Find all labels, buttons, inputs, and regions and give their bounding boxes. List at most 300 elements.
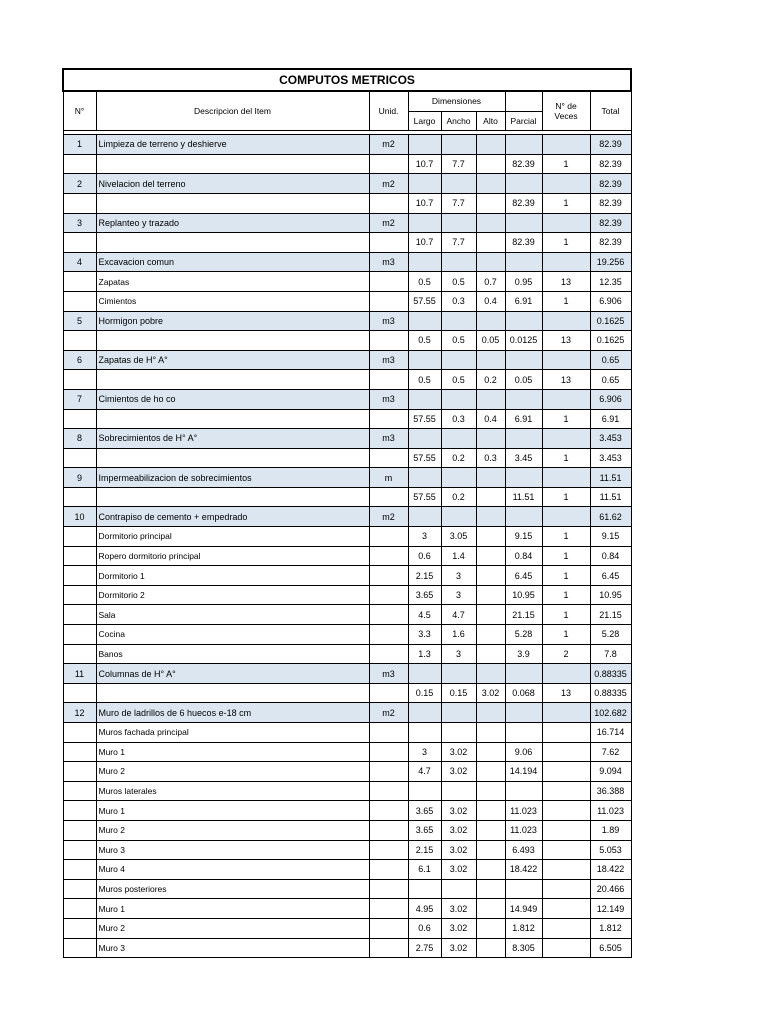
cell-parcial: 6.91 xyxy=(505,291,542,311)
cell-unit xyxy=(369,154,408,174)
cell-parcial: 3.9 xyxy=(505,644,542,664)
cell-description xyxy=(96,409,369,429)
cell-ancho: 3.02 xyxy=(441,742,476,762)
detail-row xyxy=(63,291,631,311)
cell-num: 9 xyxy=(63,468,96,488)
cell-total: 1.812 xyxy=(590,918,631,938)
cell-veces: 1 xyxy=(542,546,590,566)
header-dimensiones: Dimensiones xyxy=(408,91,505,111)
cell-veces xyxy=(542,213,590,233)
cell-description xyxy=(96,370,369,390)
cell-num: 10 xyxy=(63,507,96,527)
cell-alto xyxy=(476,546,505,566)
cell-ancho: 3 xyxy=(441,644,476,664)
cell-largo: 57.55 xyxy=(408,487,441,507)
cell-ancho xyxy=(441,350,476,370)
cell-num xyxy=(63,644,96,664)
cell-alto xyxy=(476,899,505,919)
cell-unit xyxy=(369,801,408,821)
cell-parcial: 14.194 xyxy=(505,762,542,782)
cell-parcial: 0.95 xyxy=(505,272,542,292)
cell-num xyxy=(63,742,96,762)
cell-largo: 0.15 xyxy=(408,683,441,703)
cell-largo: 57.55 xyxy=(408,409,441,429)
cell-veces: 13 xyxy=(542,331,590,351)
cell-total: 0.1625 xyxy=(590,311,631,331)
detail-row xyxy=(63,644,631,664)
cell-total: 5.28 xyxy=(590,625,631,645)
detail-row xyxy=(63,801,631,821)
cell-total: 0.1625 xyxy=(590,331,631,351)
cell-total: 1.89 xyxy=(590,820,631,840)
item-row xyxy=(63,350,631,370)
detail-row xyxy=(63,585,631,605)
cell-veces: 1 xyxy=(542,527,590,547)
cell-num xyxy=(63,527,96,547)
cell-alto: 0.2 xyxy=(476,370,505,390)
cell-unit xyxy=(369,585,408,605)
cell-parcial xyxy=(505,723,542,743)
cell-num xyxy=(63,801,96,821)
table-title: COMPUTOS METRICOS xyxy=(63,69,631,91)
cell-num: 7 xyxy=(63,389,96,409)
cell-total: 11.51 xyxy=(590,487,631,507)
cell-largo: 3 xyxy=(408,742,441,762)
item-row xyxy=(63,135,631,155)
cell-num xyxy=(63,448,96,468)
cell-alto: 0.3 xyxy=(476,448,505,468)
cell-description: Impermeabilizacion de sobrecimientos xyxy=(96,468,369,488)
cell-largo xyxy=(408,311,441,331)
cell-ancho: 3.02 xyxy=(441,938,476,958)
cell-total: 12.149 xyxy=(590,899,631,919)
detail-row xyxy=(63,781,631,801)
cell-ancho: 0.3 xyxy=(441,291,476,311)
cell-unit xyxy=(369,448,408,468)
cell-alto xyxy=(476,820,505,840)
cell-unit xyxy=(369,781,408,801)
cell-num xyxy=(63,291,96,311)
cell-total: 7.62 xyxy=(590,742,631,762)
cell-veces: 1 xyxy=(542,625,590,645)
cell-total: 21.15 xyxy=(590,605,631,625)
cell-parcial: 11.023 xyxy=(505,801,542,821)
cell-veces xyxy=(542,389,590,409)
detail-row xyxy=(63,154,631,174)
cell-ancho: 3.02 xyxy=(441,899,476,919)
cell-description: Columnas de H° A° xyxy=(96,664,369,684)
cell-largo: 2.15 xyxy=(408,566,441,586)
cell-veces xyxy=(542,468,590,488)
cell-description: Cimientos de ho co xyxy=(96,389,369,409)
cell-total: 19.256 xyxy=(590,252,631,272)
cell-num xyxy=(63,585,96,605)
cell-total: 61.62 xyxy=(590,507,631,527)
cell-ancho: 3.02 xyxy=(441,762,476,782)
cell-alto xyxy=(476,860,505,880)
cell-unit xyxy=(369,487,408,507)
cell-num xyxy=(63,487,96,507)
cell-unit: m3 xyxy=(369,350,408,370)
cell-largo: 3.65 xyxy=(408,801,441,821)
detail-row xyxy=(63,605,631,625)
cell-total: 0.84 xyxy=(590,546,631,566)
item-row xyxy=(63,174,631,194)
cell-unit xyxy=(369,840,408,860)
cell-largo: 57.55 xyxy=(408,291,441,311)
cell-num xyxy=(63,723,96,743)
cell-unit xyxy=(369,546,408,566)
cell-total: 82.39 xyxy=(590,193,631,213)
cell-unit xyxy=(369,938,408,958)
cell-parcial: 82.39 xyxy=(505,193,542,213)
cell-alto xyxy=(476,585,505,605)
cell-unit xyxy=(369,233,408,253)
cell-veces: 1 xyxy=(542,291,590,311)
cell-description: Cocina xyxy=(96,625,369,645)
cell-largo: 10.7 xyxy=(408,233,441,253)
item-row xyxy=(63,252,631,272)
cell-unit: m2 xyxy=(369,174,408,194)
cell-unit xyxy=(369,291,408,311)
cell-parcial: 0.84 xyxy=(505,546,542,566)
cell-ancho xyxy=(441,389,476,409)
cell-largo: 3.3 xyxy=(408,625,441,645)
cell-unit xyxy=(369,860,408,880)
cell-ancho xyxy=(441,879,476,899)
cell-ancho xyxy=(441,664,476,684)
cell-parcial: 10.95 xyxy=(505,585,542,605)
cell-largo xyxy=(408,507,441,527)
cell-largo xyxy=(408,723,441,743)
cell-ancho: 0.5 xyxy=(441,370,476,390)
cell-largo: 0.5 xyxy=(408,331,441,351)
cell-num: 3 xyxy=(63,213,96,233)
cell-num xyxy=(63,331,96,351)
cell-unit xyxy=(369,820,408,840)
cell-total: 6.505 xyxy=(590,938,631,958)
cell-unit: m2 xyxy=(369,507,408,527)
cell-total: 36.388 xyxy=(590,781,631,801)
cell-total: 18.422 xyxy=(590,860,631,880)
item-row xyxy=(63,468,631,488)
cell-alto xyxy=(476,311,505,331)
detail-row xyxy=(63,448,631,468)
cell-ancho: 7.7 xyxy=(441,193,476,213)
cell-ancho xyxy=(441,135,476,155)
detail-row xyxy=(63,860,631,880)
cell-parcial xyxy=(505,174,542,194)
cell-num xyxy=(63,899,96,919)
cell-ancho xyxy=(441,468,476,488)
cell-veces: 13 xyxy=(542,683,590,703)
cell-veces xyxy=(542,918,590,938)
cell-alto xyxy=(476,527,505,547)
cell-ancho: 0.3 xyxy=(441,409,476,429)
cell-ancho: 0.5 xyxy=(441,272,476,292)
detail-row xyxy=(63,762,631,782)
cell-largo: 2.15 xyxy=(408,840,441,860)
detail-row xyxy=(63,879,631,899)
cell-alto xyxy=(476,742,505,762)
cell-unit xyxy=(369,272,408,292)
cell-largo: 3.65 xyxy=(408,820,441,840)
cell-alto: 0.05 xyxy=(476,331,505,351)
cell-description: Muro 2 xyxy=(96,918,369,938)
cell-description: Muro 1 xyxy=(96,742,369,762)
cell-parcial xyxy=(505,311,542,331)
detail-row xyxy=(63,527,631,547)
cell-unit: m3 xyxy=(369,389,408,409)
cell-num xyxy=(63,860,96,880)
cell-total: 6.906 xyxy=(590,389,631,409)
detail-row xyxy=(63,409,631,429)
cell-alto xyxy=(476,938,505,958)
cell-largo: 4.95 xyxy=(408,899,441,919)
cell-total: 0.65 xyxy=(590,370,631,390)
cell-ancho: 3.05 xyxy=(441,527,476,547)
cell-veces: 1 xyxy=(542,566,590,586)
cell-veces xyxy=(542,135,590,155)
cell-alto xyxy=(476,566,505,586)
cell-parcial: 8.305 xyxy=(505,938,542,958)
cell-description: Hormigon pobre xyxy=(96,311,369,331)
cell-largo: 10.7 xyxy=(408,154,441,174)
cell-parcial xyxy=(505,213,542,233)
cell-alto xyxy=(476,429,505,449)
cell-largo: 4.5 xyxy=(408,605,441,625)
item-row xyxy=(63,507,631,527)
cell-largo: 0.5 xyxy=(408,272,441,292)
cell-largo xyxy=(408,350,441,370)
cell-largo xyxy=(408,468,441,488)
cell-ancho: 0.2 xyxy=(441,448,476,468)
cell-unit: m2 xyxy=(369,213,408,233)
cell-unit xyxy=(369,605,408,625)
cell-parcial: 11.023 xyxy=(505,820,542,840)
cell-description: Muro 1 xyxy=(96,899,369,919)
cell-num xyxy=(63,154,96,174)
item-row xyxy=(63,213,631,233)
cell-alto xyxy=(476,350,505,370)
cell-parcial: 18.422 xyxy=(505,860,542,880)
cell-total: 82.39 xyxy=(590,213,631,233)
cell-ancho: 7.7 xyxy=(441,233,476,253)
cell-parcial xyxy=(505,135,542,155)
detail-row xyxy=(63,566,631,586)
detail-row xyxy=(63,546,631,566)
header-num: N° xyxy=(63,91,96,131)
cell-alto xyxy=(476,625,505,645)
cell-total: 12.35 xyxy=(590,272,631,292)
cell-description xyxy=(96,487,369,507)
cell-description: Replanteo y trazado xyxy=(96,213,369,233)
cell-num xyxy=(63,566,96,586)
cell-ancho: 3.02 xyxy=(441,820,476,840)
cell-total: 16.714 xyxy=(590,723,631,743)
cell-description xyxy=(96,448,369,468)
cell-num xyxy=(63,879,96,899)
cell-alto xyxy=(476,664,505,684)
cell-description: Muro 2 xyxy=(96,820,369,840)
cell-num xyxy=(63,625,96,645)
cell-alto xyxy=(476,781,505,801)
cell-parcial xyxy=(505,664,542,684)
cell-total: 82.39 xyxy=(590,154,631,174)
cell-ancho xyxy=(441,252,476,272)
cell-unit: m3 xyxy=(369,429,408,449)
cell-num xyxy=(63,938,96,958)
header-desc: Descripcion del Item xyxy=(96,91,369,131)
cell-ancho: 3.02 xyxy=(441,801,476,821)
cell-alto xyxy=(476,644,505,664)
cell-veces xyxy=(542,860,590,880)
cell-unit xyxy=(369,625,408,645)
cell-veces: 1 xyxy=(542,487,590,507)
cell-veces xyxy=(542,762,590,782)
cell-description: Muro 2 xyxy=(96,762,369,782)
cell-description: Muros fachada principal xyxy=(96,723,369,743)
cell-veces xyxy=(542,801,590,821)
detail-row xyxy=(63,723,631,743)
cell-unit xyxy=(369,899,408,919)
cell-description xyxy=(96,193,369,213)
cell-alto xyxy=(476,193,505,213)
cell-largo: 1.3 xyxy=(408,644,441,664)
cell-veces xyxy=(542,252,590,272)
cell-parcial: 6.493 xyxy=(505,840,542,860)
cell-parcial: 82.39 xyxy=(505,154,542,174)
cell-alto: 3.02 xyxy=(476,683,505,703)
cell-veces xyxy=(542,723,590,743)
cell-ancho xyxy=(441,507,476,527)
cell-description xyxy=(96,683,369,703)
cell-veces: 1 xyxy=(542,585,590,605)
cell-num xyxy=(63,409,96,429)
cell-veces xyxy=(542,781,590,801)
header-veces: N° de Veces xyxy=(542,91,590,131)
cell-alto xyxy=(476,174,505,194)
cell-alto xyxy=(476,233,505,253)
cell-parcial: 0.05 xyxy=(505,370,542,390)
cell-num: 1 xyxy=(63,135,96,155)
cell-ancho: 3 xyxy=(441,566,476,586)
cell-description: Muro 3 xyxy=(96,938,369,958)
detail-row xyxy=(63,683,631,703)
cell-alto xyxy=(476,840,505,860)
cell-description: Muro 4 xyxy=(96,860,369,880)
cell-num xyxy=(63,918,96,938)
cell-alto xyxy=(476,918,505,938)
cell-parcial: 11.51 xyxy=(505,487,542,507)
cell-alto: 0.4 xyxy=(476,409,505,429)
cell-veces: 1 xyxy=(542,409,590,429)
detail-row xyxy=(63,918,631,938)
detail-row xyxy=(63,742,631,762)
cell-veces xyxy=(542,703,590,723)
cell-alto xyxy=(476,507,505,527)
cell-largo: 0.6 xyxy=(408,546,441,566)
cell-num xyxy=(63,840,96,860)
cell-veces xyxy=(542,429,590,449)
cell-parcial xyxy=(505,703,542,723)
cell-veces: 1 xyxy=(542,448,590,468)
cell-description: Muros posteriores xyxy=(96,879,369,899)
cell-veces xyxy=(542,507,590,527)
header-parcial: Parcial xyxy=(505,111,542,131)
cell-num xyxy=(63,762,96,782)
cell-largo xyxy=(408,389,441,409)
cell-ancho: 1.6 xyxy=(441,625,476,645)
cell-alto xyxy=(476,879,505,899)
cell-description: Limpieza de terreno y deshierve xyxy=(96,135,369,155)
cell-total: 7.8 xyxy=(590,644,631,664)
cell-total: 3.453 xyxy=(590,429,631,449)
cell-description: Dormitorio 2 xyxy=(96,585,369,605)
header-unit: Unid. xyxy=(369,91,408,131)
cell-description: Dormitorio principal xyxy=(96,527,369,547)
item-row xyxy=(63,311,631,331)
cell-description: Excavacion comun xyxy=(96,252,369,272)
cell-largo xyxy=(408,213,441,233)
cell-parcial xyxy=(505,879,542,899)
cell-description: Banos xyxy=(96,644,369,664)
cell-veces: 13 xyxy=(542,272,590,292)
detail-row xyxy=(63,938,631,958)
cell-unit xyxy=(369,918,408,938)
cell-largo: 6.1 xyxy=(408,860,441,880)
cell-largo xyxy=(408,703,441,723)
cell-description: Muro de ladrillos de 6 huecos e-18 cm xyxy=(96,703,369,723)
cell-description: Sala xyxy=(96,605,369,625)
cell-parcial: 0.068 xyxy=(505,683,542,703)
cell-unit xyxy=(369,193,408,213)
cell-description: Contrapiso de cemento + empedrado xyxy=(96,507,369,527)
cell-description xyxy=(96,331,369,351)
cell-veces xyxy=(542,820,590,840)
cell-largo xyxy=(408,252,441,272)
cell-ancho xyxy=(441,703,476,723)
cell-num xyxy=(63,193,96,213)
cell-largo: 4.7 xyxy=(408,762,441,782)
cell-veces xyxy=(542,174,590,194)
detail-row xyxy=(63,272,631,292)
header-alto: Alto xyxy=(476,111,505,131)
cell-alto xyxy=(476,723,505,743)
cell-parcial: 9.15 xyxy=(505,527,542,547)
cell-unit: m2 xyxy=(369,135,408,155)
cell-description: Muros laterales xyxy=(96,781,369,801)
cell-largo: 0.6 xyxy=(408,918,441,938)
cell-ancho: 3.02 xyxy=(441,860,476,880)
cell-largo xyxy=(408,664,441,684)
cell-description: Dormitorio 1 xyxy=(96,566,369,586)
cell-ancho: 3 xyxy=(441,585,476,605)
cell-ancho: 0.5 xyxy=(441,331,476,351)
detail-row xyxy=(63,487,631,507)
header-largo: Largo xyxy=(408,111,441,131)
cell-largo: 0.5 xyxy=(408,370,441,390)
cell-parcial xyxy=(505,389,542,409)
cell-unit xyxy=(369,742,408,762)
cell-unit xyxy=(369,409,408,429)
cell-largo: 2.75 xyxy=(408,938,441,958)
cell-parcial: 9.06 xyxy=(505,742,542,762)
cell-ancho: 3.02 xyxy=(441,918,476,938)
cell-total: 6.906 xyxy=(590,291,631,311)
cell-largo xyxy=(408,429,441,449)
cell-parcial: 14.949 xyxy=(505,899,542,919)
